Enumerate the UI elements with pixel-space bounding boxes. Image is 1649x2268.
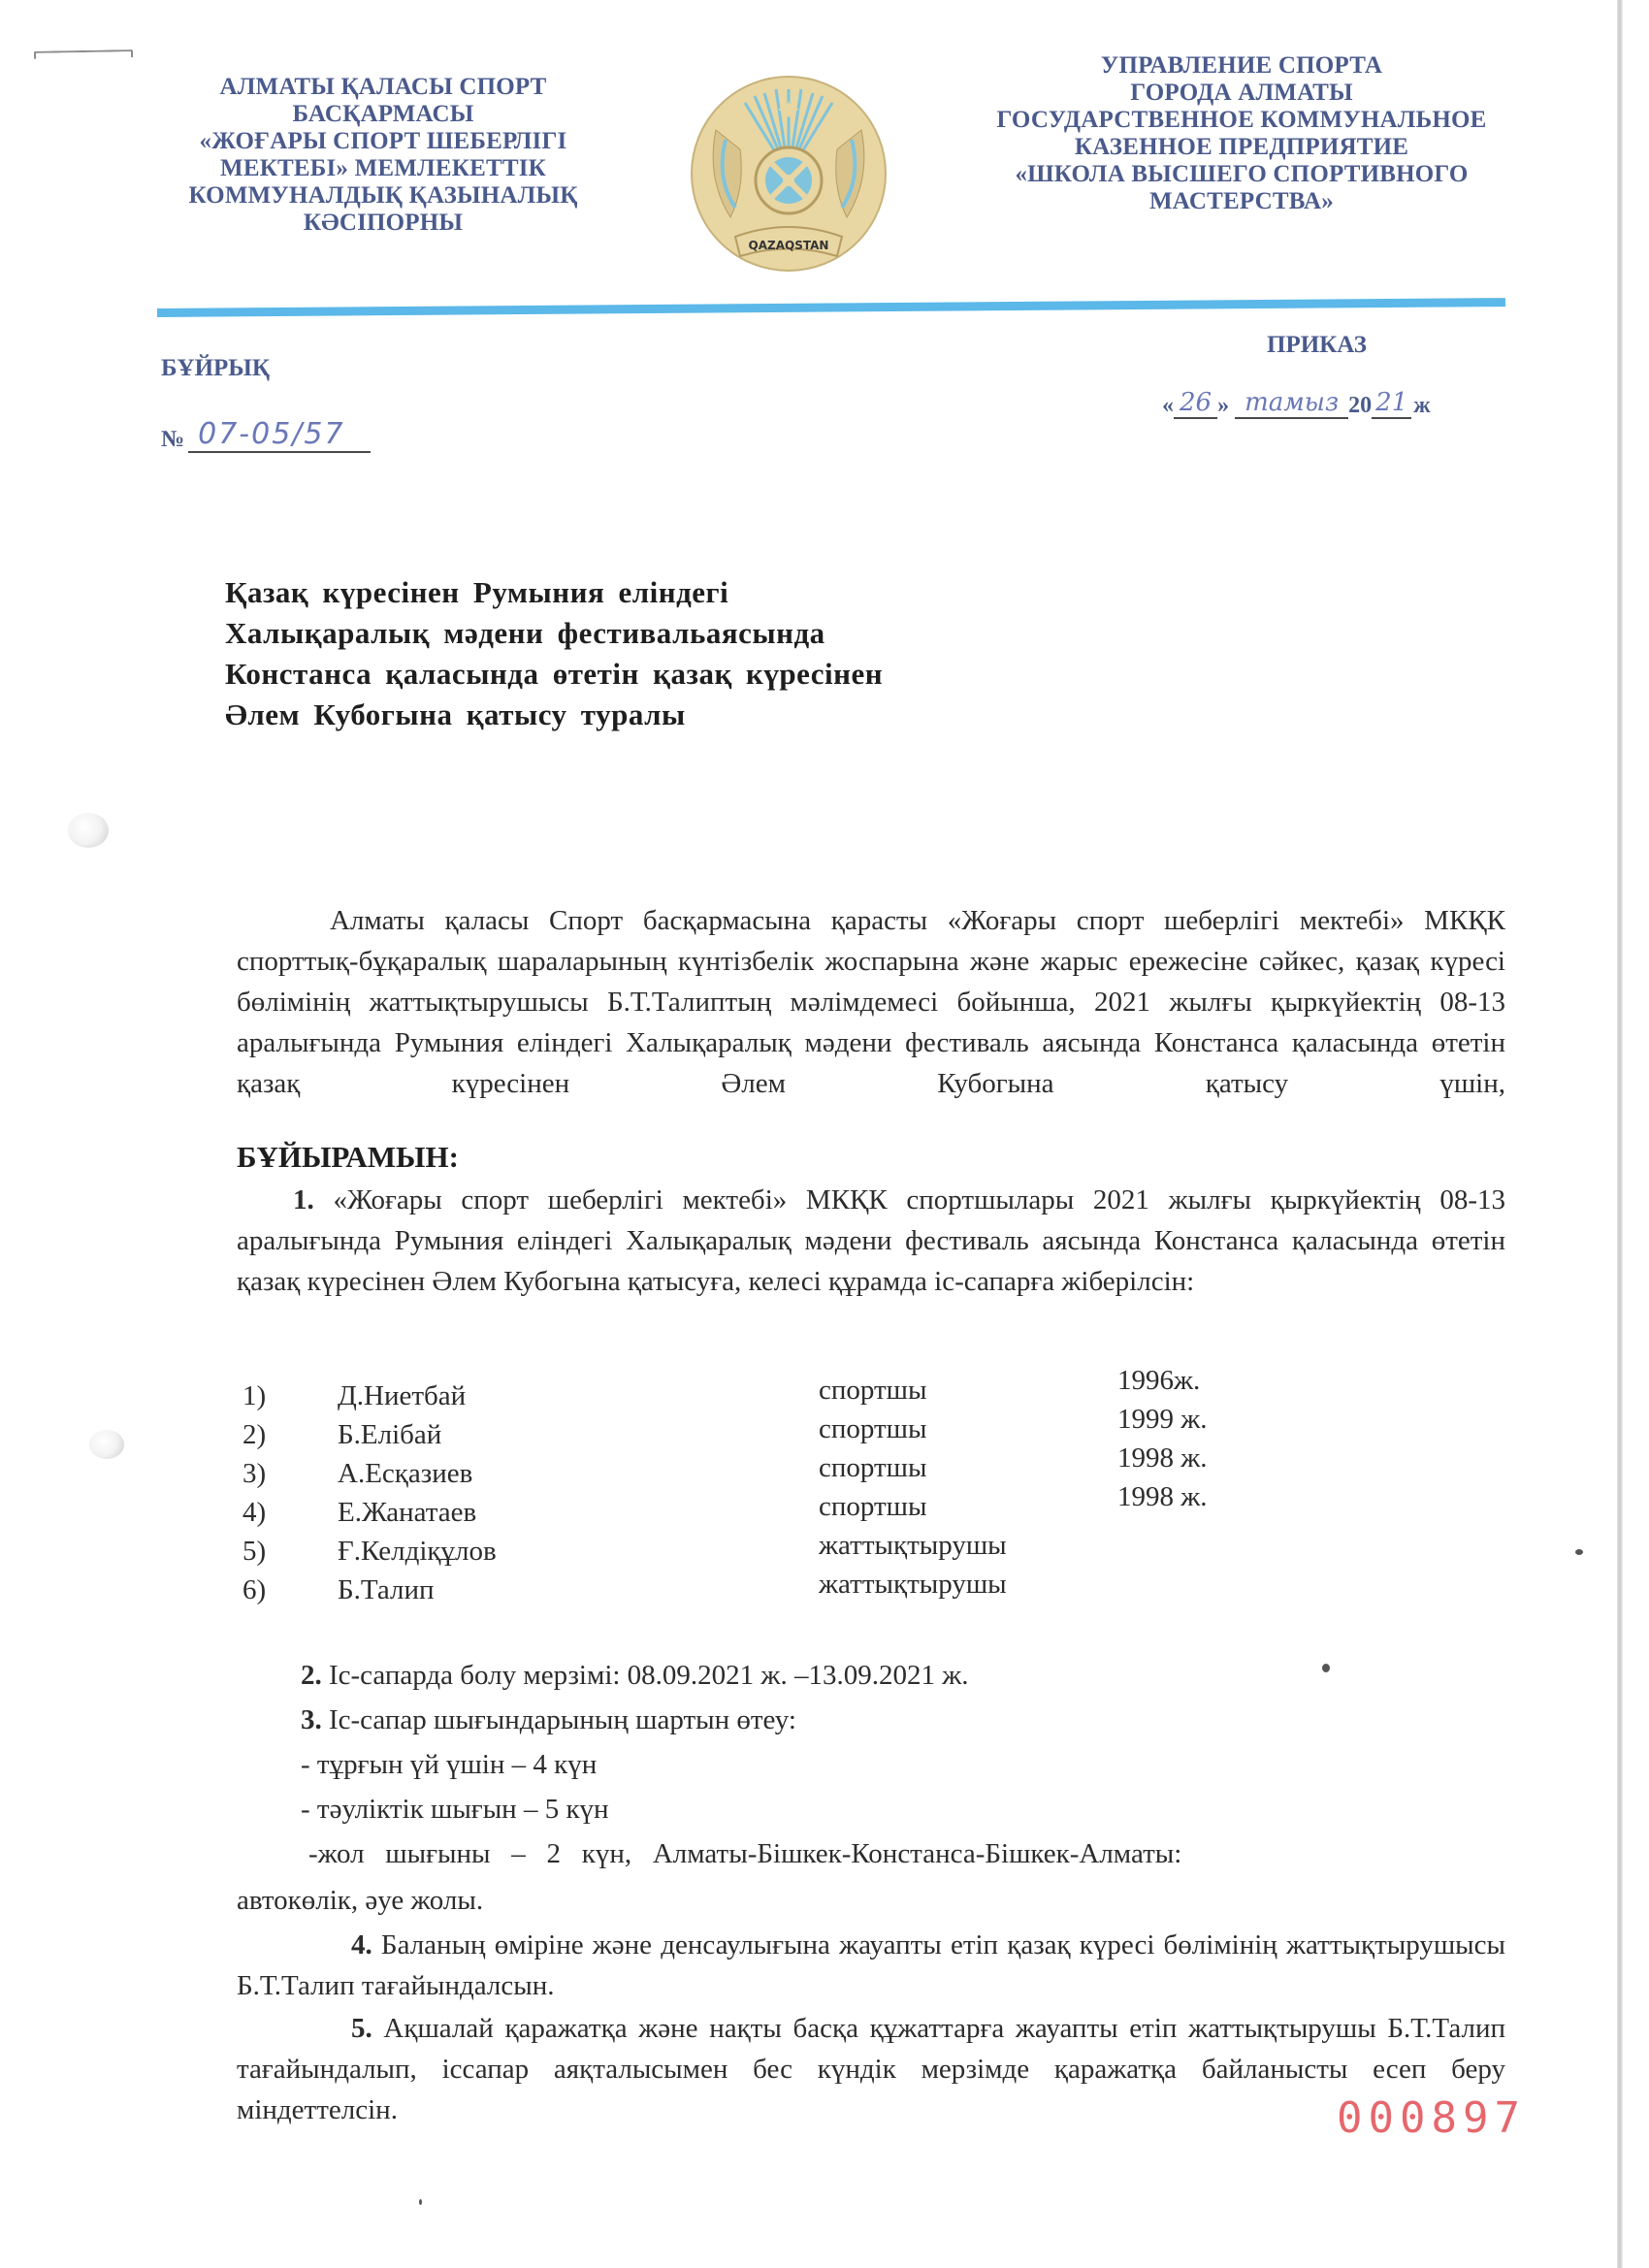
intro-paragraph: [237, 900, 1505, 1104]
staff-year: 1999 ж.: [1117, 1404, 1208, 1435]
item-text: Іс-сапарда болу мерзімі: 08.09.2021 ж. –13.09.2021 ж.: [329, 1660, 969, 1691]
speck: [1322, 1664, 1330, 1672]
item-number: 2.: [301, 1660, 322, 1691]
date-month: тамыз: [1235, 388, 1348, 419]
serial-number: 000897: [1337, 2093, 1526, 2143]
staff-year: 1996ж.: [1117, 1365, 1201, 1396]
punch-hole: [68, 813, 109, 848]
staff-name: Д.Ниетбай: [338, 1380, 467, 1411]
title-line: Әлем Кубогына қатысу туралы: [225, 697, 686, 731]
staff-name: А.Есқазиев: [338, 1458, 473, 1489]
list-item: [237, 1481, 1304, 1528]
staff-role: спортшы: [819, 1491, 927, 1522]
org-line: КОММУНАЛДЫҚ ҚАЗЫНАЛЫҚ: [188, 182, 578, 209]
order-label-ru: ПРИКАЗ: [1267, 332, 1367, 358]
document-title: [225, 572, 883, 735]
staff-index: 2): [242, 1419, 267, 1450]
item-3: [301, 1700, 796, 1740]
org-line: БАСҚАРМАСЫ: [292, 101, 474, 127]
item-text: Іс-сапар шығындарының шартын өтеу:: [329, 1704, 796, 1735]
speck: [1575, 1549, 1583, 1555]
item-4: [237, 1925, 1505, 2006]
org-line: КӘСІПОРНЫ: [303, 210, 464, 236]
staff-index: 4): [242, 1497, 267, 1528]
order-label-kz: БҰЙРЫҚ: [161, 355, 270, 381]
staple-mark: [34, 49, 133, 59]
item-3-sub: - тұрғын үй үшін – 4 күн: [301, 1749, 598, 1780]
item-text: Баланың өміріне және денсаулығына жауапты етіп қазақ күресі бөлімінің жаттықтырушысы Б.Т.Талип тағайындалсын.: [237, 1929, 1506, 2001]
item-2: [301, 1655, 969, 1696]
staff-name: Б.Елібай: [338, 1419, 442, 1450]
staff-year: 1998 ж.: [1117, 1481, 1208, 1512]
title-line: Қазақ күресінен Румыния еліндегі: [225, 575, 729, 609]
speck: [419, 2199, 422, 2205]
staff-list: [237, 1365, 1304, 1605]
staff-index: 5): [242, 1536, 267, 1567]
punch-hole: [89, 1430, 124, 1459]
item-number: 3.: [301, 1704, 322, 1735]
date-year-suffix: 21: [1372, 388, 1411, 419]
org-line: «ЖОҒАРЫ СПОРТ ШЕБЕРЛІГІ: [199, 128, 567, 154]
item-3-sub: - тәуліктік шығын – 5 күн: [301, 1794, 609, 1825]
page-edge: [1617, 0, 1623, 2268]
org-line: ГОСУДАРСТВЕННОЕ КОММУНАЛЬНОЕ: [996, 107, 1487, 133]
staff-role: жаттықтырушы: [819, 1530, 1007, 1561]
quote: «: [1162, 393, 1174, 418]
item-5: [237, 2008, 1505, 2130]
list-item: [237, 1525, 1304, 1567]
org-line: МАСТЕРСТВА»: [1149, 188, 1334, 214]
item-number: 4.: [351, 1929, 372, 1960]
item-3-travel: -жол шығыны – 2 күн, Алматы-Бішкек-Констанса-Бішкек-Алматы:: [308, 1838, 1182, 1869]
order-number: [161, 417, 371, 453]
title-line: Халықаралық мәдени фестивальаясында: [225, 616, 825, 650]
staff-role: спортшы: [819, 1413, 927, 1444]
state-emblem-icon: [687, 72, 890, 275]
org-line: КАЗЕННОЕ ПРЕДПРИЯТИЕ: [1074, 134, 1409, 160]
staff-role: жаттықтырушы: [819, 1569, 1007, 1600]
list-item: [237, 1564, 1304, 1603]
order-date: [1162, 388, 1431, 419]
org-line: МЕКТЕБІ» МЕМЛЕКЕТТІК: [220, 155, 546, 181]
staff-role: спортшы: [819, 1375, 927, 1406]
item-text: Ақшалай қаражатқа және нақты басқа құжаттарға жауапты етіп жаттықтырушы Б.Т.Талип тағайындалып, іссапар аяқталысымен бес күндік мерзімде қаражатқа байланысты есеп беру міндеттелсін.: [237, 2013, 1506, 2125]
svg-text:QAZAQSTAN: QAZAQSTAN: [748, 239, 829, 252]
order-number-value: 07-05/57: [188, 417, 370, 453]
org-line: «ШКОЛА ВЫСШЕГО СПОРТИВНОГО: [1015, 161, 1469, 187]
staff-name: Ғ.Келдіқұлов: [338, 1536, 497, 1567]
org-line: ГОРОДА АЛМАТЫ: [1130, 80, 1353, 106]
date-year-prefix: 20: [1348, 393, 1373, 418]
item-text: «Жоғары спорт шеберлігі мектебі» МКҚК спортшылары 2021 жылғы қыркүйектің 08-13 аралығында Румыния еліндегі Халықаралық мәдени фестиваль аясында Констанса қаласында өтетін қазақ күресінен Әлем Кубогына қатысуға, келесі құрамда іс-сапарға жіберілсін:: [237, 1184, 1505, 1297]
quote: »: [1217, 393, 1230, 418]
command-heading: БҰЙЫРАМЫН:: [237, 1140, 459, 1174]
staff-role: спортшы: [819, 1452, 927, 1483]
staff-year: 1998 ж.: [1117, 1442, 1208, 1474]
item-number: 5.: [351, 2013, 372, 2044]
item-number: 1.: [293, 1184, 314, 1215]
number-sign: №: [161, 427, 185, 452]
staff-name: Б.Талип: [338, 1574, 435, 1605]
date-suffix: ж: [1413, 393, 1431, 418]
org-name-kz: [155, 74, 611, 237]
date-day: 26: [1174, 388, 1217, 419]
header-divider: [157, 298, 1505, 317]
title-line: Констанса қаласында өтетін қазақ күресінен: [225, 657, 884, 691]
staff-name: Е.Жанатаев: [338, 1497, 477, 1528]
item-3-travel-cont: автокөлік, әуе жолы.: [237, 1885, 484, 1916]
staff-index: 6): [242, 1574, 267, 1605]
org-line: УПРАВЛЕНИЕ СПОРТА: [1100, 52, 1383, 79]
staff-index: 3): [242, 1458, 267, 1489]
org-line: АЛМАТЫ ҚАЛАСЫ СПОРТ: [219, 74, 547, 100]
intro-text: Алматы қаласы Спорт басқармасына қарасты «Жоғары спорт шеберлігі мектебі» МКҚК спорттық-бұқаралық шараларының күнтізбелік жоспарына және жарыс ережесіне сәйкес, қазақ күресі бөлімінің жаттықтырушысы Б.Т.Талиптың мәлімдемесі бойынша, 2021 жылғы қыркүйектің 08-13 аралығында Румыния еліндегі Халықаралық мәдени фестиваль аясында Констанса қаласында өтетін қазақ күресінен Әлем Кубогына қатысу үшін,: [237, 905, 1505, 1099]
staff-index: 1): [242, 1380, 267, 1411]
item-1: [237, 1180, 1505, 1302]
org-name-ru: [960, 52, 1523, 215]
